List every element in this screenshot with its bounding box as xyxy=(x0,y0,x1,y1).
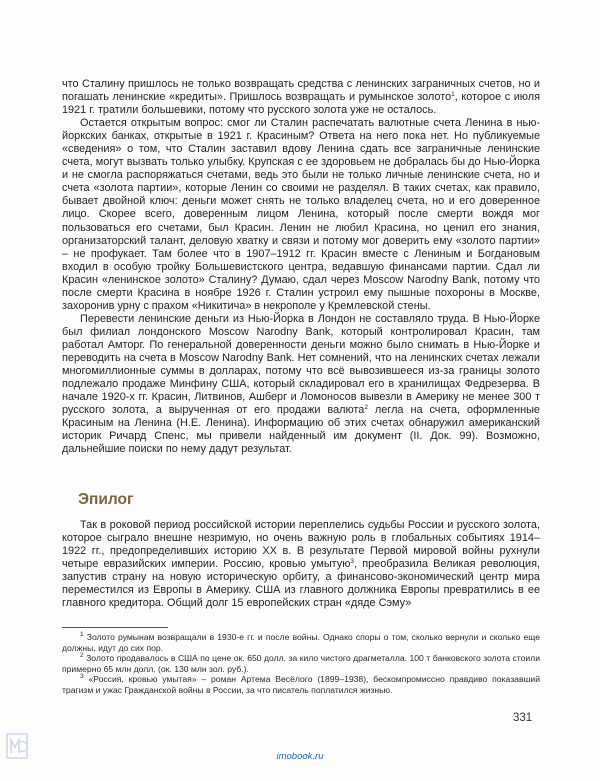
footnote-text: Золото румынам возвращали в 1930-е гг. и после войны. Однако споры о том, сколько вернули и сколько еще должны, идут до сих пор. xyxy=(62,632,540,653)
page-number: 331 xyxy=(513,712,533,724)
footnote-divider xyxy=(62,627,168,628)
footnote xyxy=(62,653,540,674)
footnote-text: «Россия, кровью умытая» – роман Артема Весёлого (1899–1938), бескомпромиссно правдиво показавший трагизм и ужас Гражданской войны в России, за что писатель поплатился жизнью. xyxy=(62,674,540,695)
text-run: Так в роковой период российской истории переплелись судьбы России и русского золота, которое сыграло внешне незримую, но очень важную роль в глобальных событиях 1914–1922 гг., предопределивших историю XX в. В результате Первой мировой войны рухнули четыре евразийских империи. Россию, кровью умытую xyxy=(62,519,540,571)
footnote-ref: 3 xyxy=(350,558,355,566)
footnotes xyxy=(62,632,540,696)
section-title-epilog: Эпилог xyxy=(78,491,134,508)
footnote xyxy=(62,674,540,695)
footnote-ref: 1 xyxy=(451,91,455,99)
epilog-text xyxy=(62,519,540,610)
footnote xyxy=(62,632,540,653)
paragraph xyxy=(62,117,540,313)
text-run: Перевести ленинские деньги из Нью-Йорка в Лондон не составляло труда. В Нью-Йорке был филиал лондонского Moscow Narodny Bank, который контролировал Красин, там работал Амторг. По генеральной доверенности деньги можно было снимать в Нью-Йорке и переводить на счета в Moscow Narodny Bank. Нет сомнений, что на ленинских счетах лежали многомиллионные суммы в долларах, потому что всё вывозившееся из-за границы золото подлежало продаже Минфину США, который складировал его в хранилищах Федрезерва. В начале 1920-х гг. Красин, Литвинов, Ашберг и Ломоносов вывезли в Америку не менее 300 т русского золота, а вырученная от его продажи валюта xyxy=(62,312,540,417)
footnote-text: Золото продавалось в США по цене ок. 650 долл. за кило чистого драгметалла. 100 т банковского золота стоили примерно 65 млн долл. (ок. 130 млн зол. руб.). xyxy=(62,653,540,674)
footnote-ref: 2 xyxy=(364,404,368,412)
text-run: , преобразила Великая революция, запустив страну на новую историческую орбиту, а финансово-экономический центр мира переместился из Европы в Америку. США из главного должника Европы превратились в ее главного кредитора. Общий долг 15 европейских стран «дяде Сэму» xyxy=(62,558,541,610)
paragraph xyxy=(62,78,540,117)
text-run: Остается открытым вопрос: смог ли Сталин распечатать валютные счета Ленина в нью-йоркских банках, открытые в 1921 г. Красиным? Ответа на него пока нет. Но публикуемые «сведения» о том, что Сталин заставил вдову Ленина сдать все заграничные ленинские счета, могут вызвать только улыбку. Крупская с ее здоровьем не добралась бы до Нью-Йорка и не смогла распоряжаться счетами, ведь это были не только личные ленинские счета, но и счета «золота партии», которые Ленин со своими не разделял. В таких счетах, как правило, бывает двойной ключ: деньги может снять не только владелец счета, но и его доверенное лицо. Скорее всего, доверенным лицом Ленина, который после смерти вождя мог пользоваться его счетами, был Красин. Ленин не любил Красина, но ценил его знания, организаторский талант, деловую хватку и связи и потому мог доверить ему «золото партии» – не профукает. Там более что в 1907–1912 гг. Красин вместе с Лениным и Богдановым входил в особую тройку Большевистского центра, ведавшую финансами партии. Сдал ли Красин «ленинское золото» Сталину? Думаю, сдал через Moscow Narodny Bank, потому что после смерти Красина в ноябре 1926 г. Сталин устроил ему пышные похороны в Москве, захоронив урну с прахом «Никитича» в некрополе у Кремлевской стены. xyxy=(62,117,540,312)
paragraph xyxy=(62,313,540,457)
footer-site-link[interactable]: imobook.ru xyxy=(276,751,324,762)
main-text xyxy=(62,78,540,456)
text-run: легла на счета, оформленные Красиным на Ленина (Н.Е. Ленина). Информацию об этих счетах обнаружил американский историк Ричард Спенс, мы привели найденный им документ (II. Док. 99). Возможно, дальнейшие поиски по нему дадут результат. xyxy=(62,404,540,456)
paragraph xyxy=(62,519,540,610)
footnote-number: 1 xyxy=(80,631,84,638)
text-run: что Сталину пришлось не только возвращать средства с ленинских заграничных счетов, но и погашать ленинские «кредиты». Пришлось возвращать и румынское золото xyxy=(62,78,540,104)
footnote-number: 3 xyxy=(80,673,84,681)
footnote-number: 2 xyxy=(80,652,84,660)
text-run: , которое с июля 1921 г. тратили большевики, потому что русского золота уже не осталось. xyxy=(62,91,540,117)
